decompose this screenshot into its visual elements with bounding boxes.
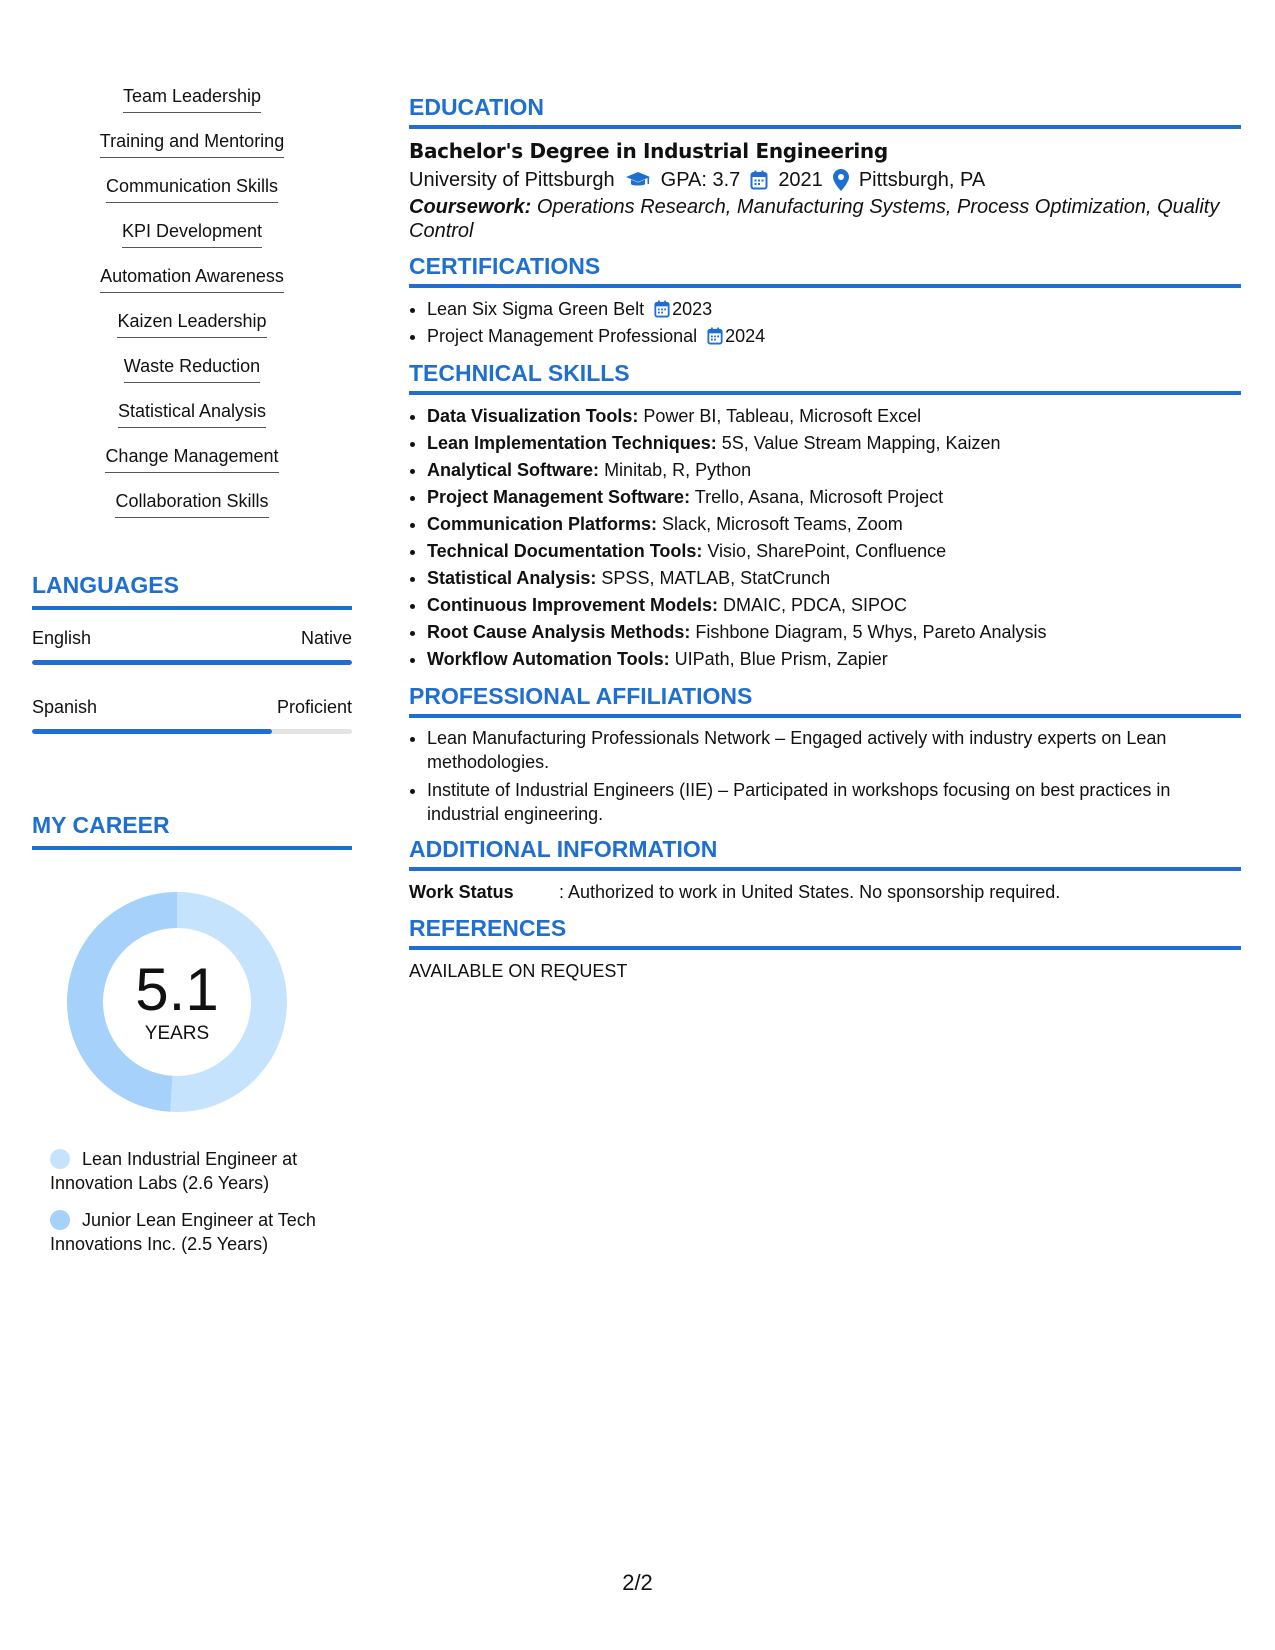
sidebar — [32, 84, 352, 1254]
technical-skill-label: Technical Documentation Tools: — [427, 541, 703, 561]
references-section — [409, 913, 1241, 984]
legend-dot — [50, 1210, 70, 1230]
skill-item — [32, 354, 352, 399]
language-level-bar — [32, 660, 352, 665]
technical-skill-item — [427, 619, 1241, 646]
skill-item — [32, 219, 352, 264]
technical-skill-label: Root Cause Analysis Methods: — [427, 622, 691, 642]
skill-item — [32, 444, 352, 489]
technical-skill-label: Statistical Analysis: — [427, 568, 597, 588]
page-number: 2/2 — [622, 1570, 653, 1595]
certification-year: 2023 — [672, 299, 713, 319]
career-total-unit: YEARS — [144, 1023, 210, 1044]
technical-skill-label: Project Management Software: — [427, 487, 691, 507]
technical-skill-value: Minitab, R, Python — [604, 460, 752, 480]
skill-label: Waste Reduction — [124, 354, 260, 383]
legend-dot — [50, 1149, 70, 1169]
certification-item — [427, 296, 1241, 323]
affiliations-list — [409, 726, 1241, 826]
technical-skill-label: Continuous Improvement Models: — [427, 595, 719, 615]
technical-skill-value: Slack, Microsoft Teams, Zoom — [662, 514, 903, 534]
languages-heading: LANGUAGES — [32, 570, 352, 610]
career-legend-item — [50, 1147, 350, 1195]
language-level-bar — [32, 729, 352, 734]
skill-item — [32, 174, 352, 219]
technical-skill-value: 5S, Value Stream Mapping, Kaizen — [721, 433, 1001, 453]
skill-item — [32, 489, 352, 534]
coursework — [409, 195, 1241, 243]
language-level: Native — [300, 628, 352, 648]
references-text: AVAILABLE ON REQUEST — [409, 961, 628, 981]
technical-skill-item — [427, 430, 1241, 457]
degree-title: Bachelor's Degree in Industrial Engineering — [409, 139, 888, 163]
technical-skill-value: Visio, SharePoint, Confluence — [707, 541, 947, 561]
career-section — [32, 810, 352, 1254]
language-level: Proficient — [276, 697, 352, 717]
skill-label: Communication Skills — [106, 174, 278, 203]
technical-skill-item — [427, 484, 1241, 511]
skill-item — [32, 309, 352, 354]
career-legend — [50, 1147, 350, 1269]
language-level-fill — [32, 729, 272, 734]
graduation-year: 2021 — [778, 169, 823, 191]
technical-skill-item — [427, 511, 1241, 538]
affiliations-section — [409, 681, 1241, 826]
affiliations-heading: PROFESSIONAL AFFILIATIONS — [409, 681, 1241, 718]
career-legend-item — [50, 1208, 350, 1256]
main-content — [409, 92, 1241, 992]
technical-skills-list — [409, 403, 1241, 673]
technical-skill-value: UIPath, Blue Prism, Zapier — [674, 649, 888, 669]
career-job-label: Junior Lean Engineer at Tech Innovations Inc. (2.5 Years) — [50, 1210, 316, 1254]
skill-label: Team Leadership — [123, 84, 261, 113]
certification-item — [427, 323, 1241, 350]
skill-label: Training and Mentoring — [100, 129, 284, 158]
skill-label: Automation Awareness — [100, 264, 284, 293]
donut-center — [67, 892, 287, 1112]
language-name: English — [32, 628, 92, 648]
certifications-list — [409, 296, 1241, 350]
technical-skill-item — [427, 646, 1241, 673]
skill-label: Kaizen Leadership — [117, 309, 266, 338]
certifications-section — [409, 251, 1241, 350]
technical-skill-value: Fishbone Diagram, 5 Whys, Pareto Analysis — [695, 622, 1047, 642]
career-total-years: 5.1 — [135, 956, 219, 1023]
work-status-row — [409, 879, 1241, 905]
language-item — [32, 626, 352, 665]
technical-skill-label: Workflow Automation Tools: — [427, 649, 670, 669]
technical-skill-item — [427, 565, 1241, 592]
calendar-icon — [707, 327, 723, 345]
gpa: GPA: 3.7 — [660, 169, 741, 191]
skill-item — [32, 84, 352, 129]
location-pin-icon — [833, 169, 849, 191]
additional-info-section — [409, 834, 1241, 905]
technical-skill-value: DMAIC, PDCA, SIPOC — [723, 595, 908, 615]
skill-item — [32, 129, 352, 174]
affiliation-item: • Lean Manufacturing Professionals Network – Engaged actively with industry experts on Lean methodologies. — [427, 726, 1241, 774]
career-job-label: Lean Industrial Engineer at Innovation Labs (2.6 Years) — [50, 1149, 298, 1193]
certification-year: 2024 — [725, 326, 766, 346]
references-heading: REFERENCES — [409, 913, 1241, 950]
language-item — [32, 695, 352, 734]
school-name: University of Pittsburgh — [409, 169, 615, 191]
work-status-label: Work Status — [409, 882, 514, 902]
education-heading: EDUCATION — [409, 92, 1241, 129]
languages-section — [32, 570, 352, 734]
graduation-cap-icon — [625, 171, 651, 189]
technical-skills-section — [409, 358, 1241, 673]
technical-skill-item — [427, 457, 1241, 484]
skill-item — [32, 264, 352, 309]
technical-skill-label: Data Visualization Tools: — [427, 406, 639, 426]
additional-info-heading: ADDITIONAL INFORMATION — [409, 834, 1241, 871]
skill-label: Change Management — [105, 444, 278, 473]
affiliation-item: • Institute of Industrial Engineers (IIE) – Participated in workshops focusing on best practices in industrial engineering. — [427, 778, 1241, 826]
education-section — [409, 92, 1241, 243]
technical-skills-heading: TECHNICAL SKILLS — [409, 358, 1241, 395]
technical-skill-label: Communication Platforms: — [427, 514, 658, 534]
technical-skill-value: Trello, Asana, Microsoft Project — [694, 487, 944, 507]
technical-skill-label: Lean Implementation Techniques: — [427, 433, 717, 453]
language-name: Spanish — [32, 697, 98, 717]
technical-skill-value: SPSS, MATLAB, StatCrunch — [601, 568, 831, 588]
skill-label: KPI Development — [122, 219, 262, 248]
technical-skill-label: Analytical Software: — [427, 460, 600, 480]
coursework-label: Coursework: — [409, 196, 532, 218]
certification-name: Project Management Professional — [427, 326, 698, 346]
skill-label: Statistical Analysis — [118, 399, 266, 428]
work-status-value: : Authorized to work in United States. No sponsorship required. — [559, 882, 1061, 902]
language-level-fill — [32, 660, 352, 665]
skill-item — [32, 399, 352, 444]
calendar-icon — [750, 170, 768, 190]
career-heading: MY CAREER — [32, 810, 352, 850]
certification-name: Lean Six Sigma Green Belt — [427, 299, 645, 319]
certifications-heading: CERTIFICATIONS — [409, 251, 1241, 288]
technical-skill-value: Power BI, Tableau, Microsoft Excel — [643, 406, 922, 426]
skills-list — [32, 84, 352, 534]
calendar-icon — [654, 300, 670, 318]
coursework-text: Operations Research, Manufacturing Systems, Process Optimization, Quality Control — [409, 196, 1220, 242]
school-location: Pittsburgh, PA — [858, 169, 986, 191]
technical-skill-item — [427, 403, 1241, 430]
education-meta — [409, 165, 1241, 195]
skill-label: Collaboration Skills — [115, 489, 268, 518]
technical-skill-item — [427, 592, 1241, 619]
technical-skill-item — [427, 538, 1241, 565]
